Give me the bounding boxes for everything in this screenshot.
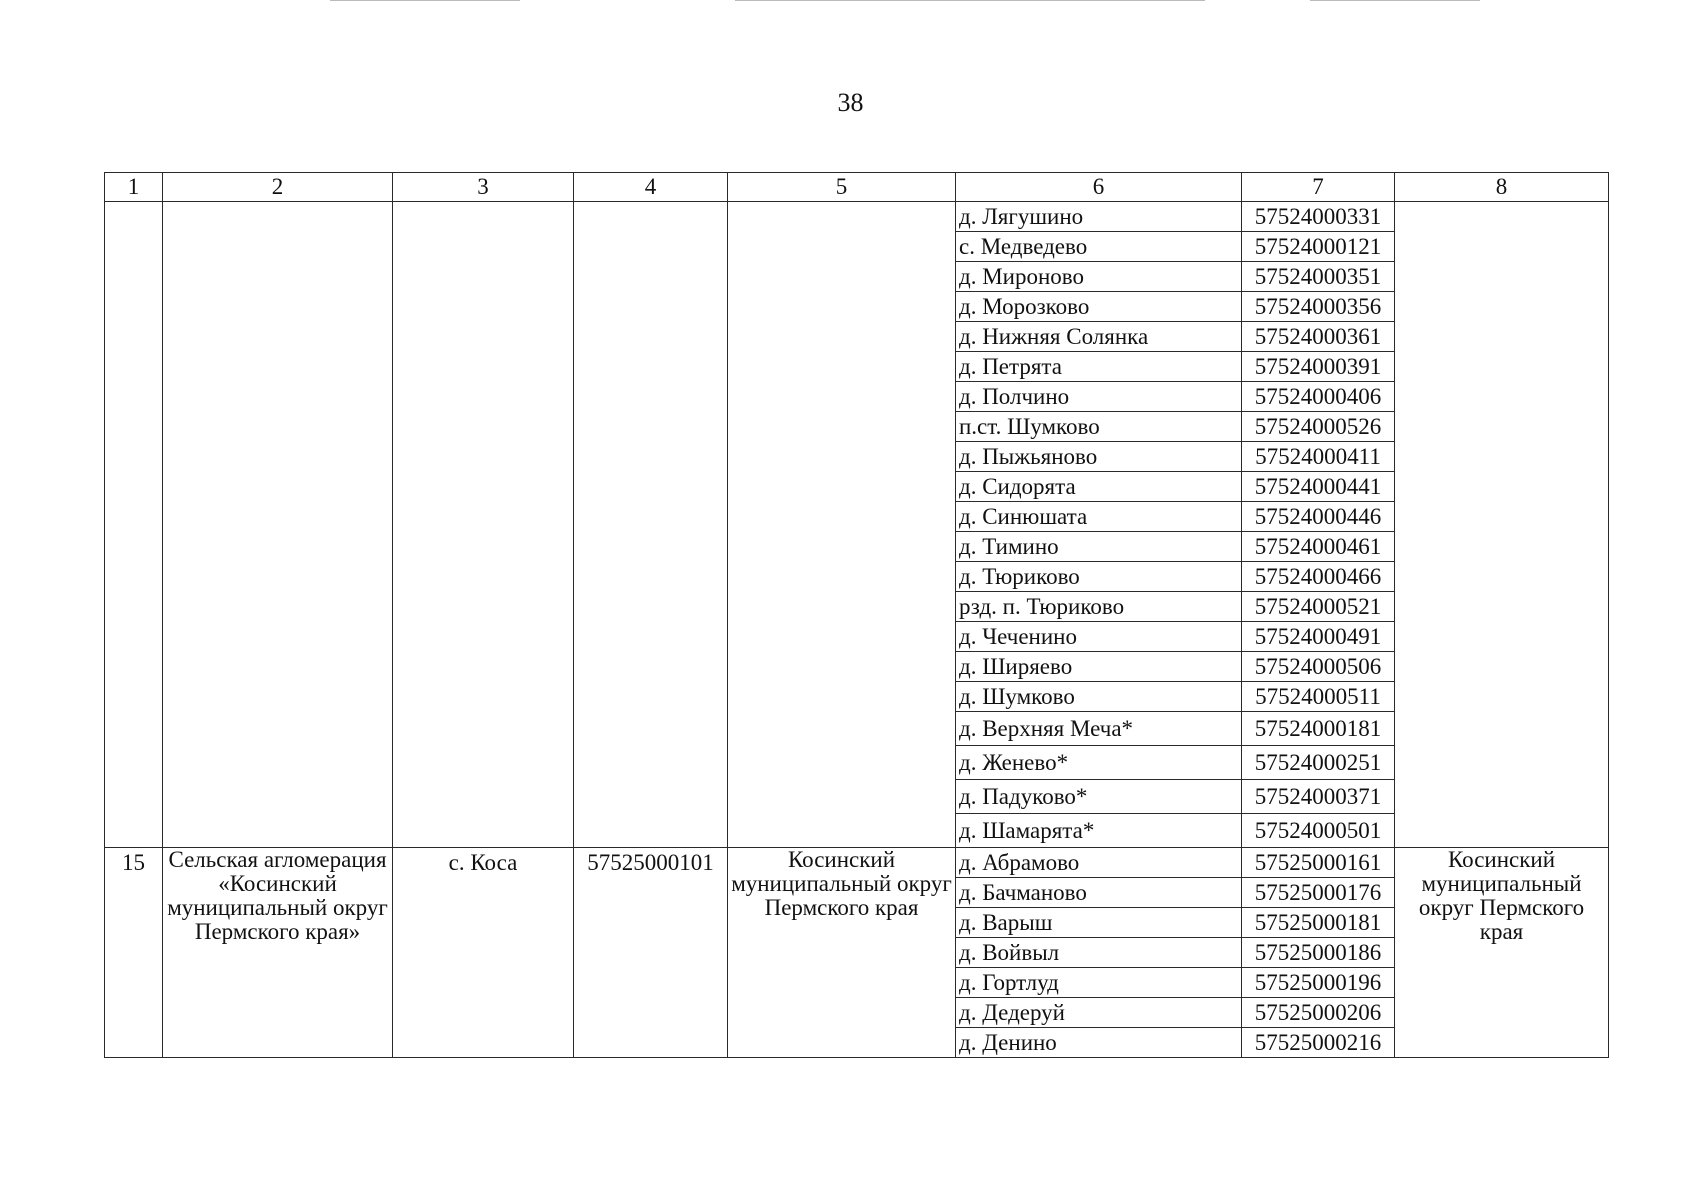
oktmo-code: 57524000371 [1242, 780, 1395, 814]
locality-name: д. Нижняя Солянка [956, 322, 1242, 352]
locality-name: д. Падуково* [956, 780, 1242, 814]
oktmo-code: 57524000331 [1242, 202, 1395, 232]
empty-merged-cell [393, 202, 574, 848]
oktmo-code: 57525000206 [1242, 998, 1395, 1028]
municipality-name-col8: Косинский муниципальный округ Пермского края [1395, 848, 1609, 1058]
locality-name: д. Синюшата [956, 502, 1242, 532]
municipality-name: Косинский муниципальный округ Пермского края [728, 848, 956, 1058]
oktmo-code: 57525000186 [1242, 938, 1395, 968]
oktmo-code: 57524000351 [1242, 262, 1395, 292]
column-number: 3 [393, 173, 574, 202]
locality-name: д. Пыжьяново [956, 442, 1242, 472]
oktmo-code: 57525000181 [1242, 908, 1395, 938]
locality-name: рзд. п. Тюриково [956, 592, 1242, 622]
locality-name: д. Верхняя Меча* [956, 712, 1242, 746]
locality-name: д. Бачманово [956, 878, 1242, 908]
locality-name: д. Дедеруй [956, 998, 1242, 1028]
locality-name: д. Шумково [956, 682, 1242, 712]
oktmo-code: 57524000501 [1242, 814, 1395, 848]
empty-merged-cell [163, 202, 393, 848]
oktmo-code: 57525000216 [1242, 1028, 1395, 1058]
column-number: 5 [728, 173, 956, 202]
locality-name: с. Медведево [956, 232, 1242, 262]
locality-name: д. Тюриково [956, 562, 1242, 592]
oktmo-code: 57524000506 [1242, 652, 1395, 682]
column-number: 6 [956, 173, 1242, 202]
oktmo-code: 57524000526 [1242, 412, 1395, 442]
scan-edge-line [735, 0, 1205, 1]
column-number: 2 [163, 173, 393, 202]
column-number: 8 [1395, 173, 1609, 202]
column-number: 7 [1242, 173, 1395, 202]
scan-edge-line [330, 0, 520, 1]
oktmo-code: 57524000466 [1242, 562, 1395, 592]
locality-name: д. Мироново [956, 262, 1242, 292]
locality-name: д. Петрята [956, 352, 1242, 382]
locality-name: д. Гортлуд [956, 968, 1242, 998]
locality-row [105, 202, 1609, 232]
registry-table [104, 172, 1609, 1058]
locality-name: д. Варыш [956, 908, 1242, 938]
empty-merged-cell [1395, 202, 1609, 848]
locality-name: д. Тимино [956, 532, 1242, 562]
oktmo-code: 57524000181 [1242, 712, 1395, 746]
oktmo-code: 57525000176 [1242, 878, 1395, 908]
locality-name: д. Лягушино [956, 202, 1242, 232]
locality-name: д. Морозково [956, 292, 1242, 322]
locality-name: д. Войвыл [956, 938, 1242, 968]
column-number-row [105, 173, 1609, 202]
agglomeration-name: Сельская агломерация «Косинский муниципальный округ Пермского края» [163, 848, 393, 1058]
locality-name: д. Полчино [956, 382, 1242, 412]
locality-name: д. Денино [956, 1028, 1242, 1058]
oktmo-code: 57524000441 [1242, 472, 1395, 502]
oktmo-code: 57524000406 [1242, 382, 1395, 412]
oktmo-code: 57524000251 [1242, 746, 1395, 780]
oktmo-code: 57524000356 [1242, 292, 1395, 322]
locality-name: д. Сидорята [956, 472, 1242, 502]
locality-name: д. Женево* [956, 746, 1242, 780]
oktmo-code: 57524000361 [1242, 322, 1395, 352]
locality-row [105, 848, 1609, 878]
locality-name: п.ст. Шумково [956, 412, 1242, 442]
locality-name: д. Чеченино [956, 622, 1242, 652]
oktmo-code: 57524000511 [1242, 682, 1395, 712]
empty-merged-cell [105, 202, 163, 848]
oktmo-code: 57524000411 [1242, 442, 1395, 472]
column-number: 4 [574, 173, 728, 202]
oktmo-code: 57524000491 [1242, 622, 1395, 652]
oktmo-code: 57524000461 [1242, 532, 1395, 562]
column-number: 1 [105, 173, 163, 202]
locality-name: д. Ширяево [956, 652, 1242, 682]
oktmo-code: 57524000391 [1242, 352, 1395, 382]
oktmo-code: 57524000121 [1242, 232, 1395, 262]
oktmo-code: 57525000161 [1242, 848, 1395, 878]
empty-merged-cell [574, 202, 728, 848]
oktmo-code: 57524000521 [1242, 592, 1395, 622]
oktmo-code: 57525000196 [1242, 968, 1395, 998]
empty-merged-cell [728, 202, 956, 848]
admin-center: с. Коса [393, 848, 574, 1058]
scan-edge-line [1310, 0, 1480, 1]
locality-name: д. Шамарята* [956, 814, 1242, 848]
registry-table-body [105, 173, 1609, 1058]
entry-number: 15 [105, 848, 163, 1058]
admin-center-code: 57525000101 [574, 848, 728, 1058]
oktmo-code: 57524000446 [1242, 502, 1395, 532]
locality-name: д. Абрамово [956, 848, 1242, 878]
page-number: 38 [837, 88, 864, 117]
